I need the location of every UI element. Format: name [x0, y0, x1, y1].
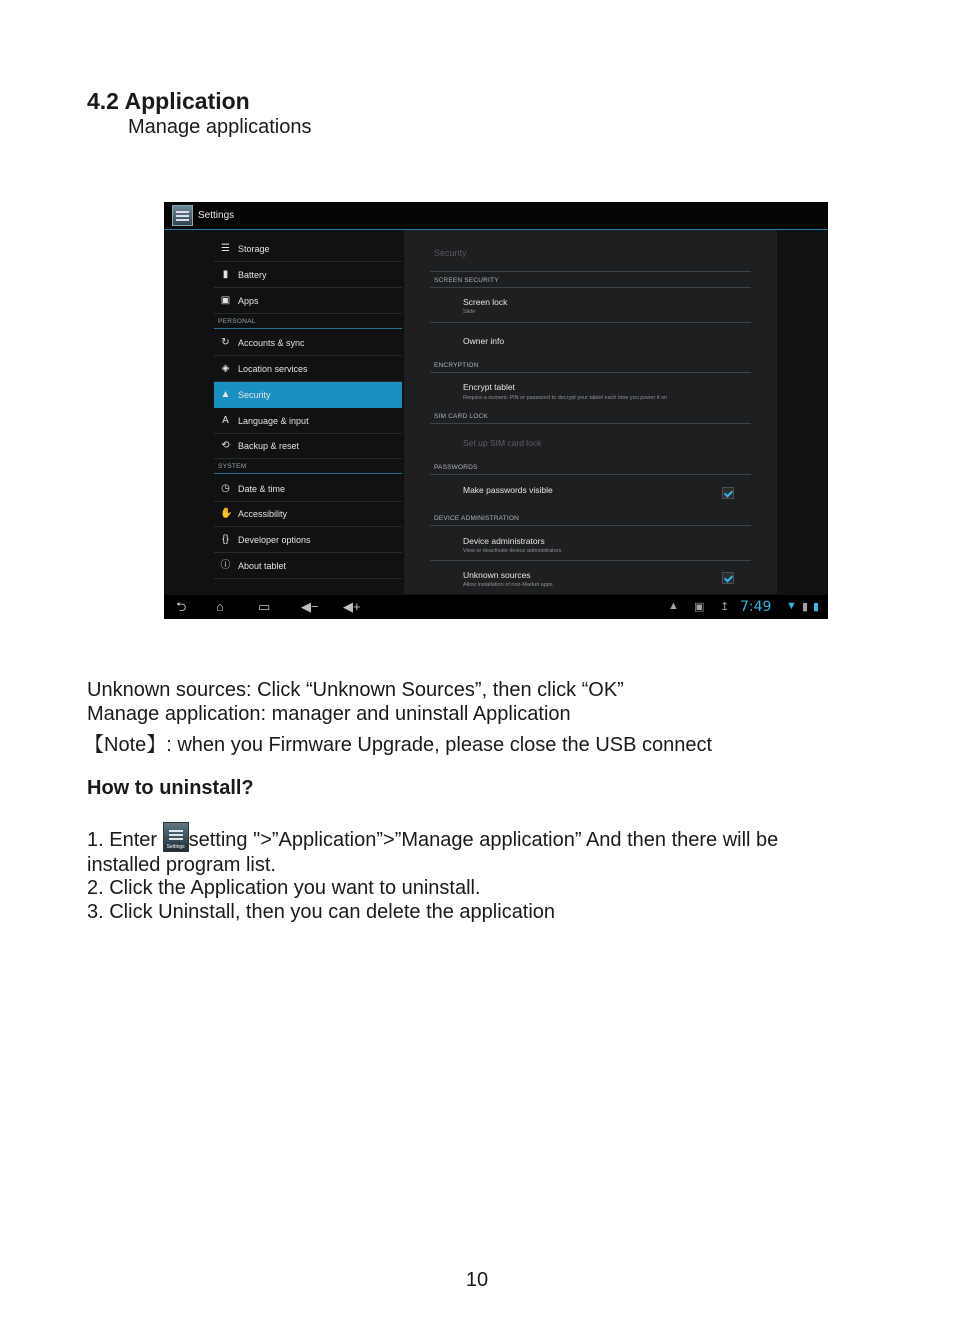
home-icon[interactable]: ⌂: [216, 599, 224, 614]
nav-section-system: SYSTEM: [218, 463, 247, 470]
battery-status-icon: ▮: [813, 601, 820, 613]
storage-icon: ☰: [221, 243, 230, 254]
pref-encrypt-tablet[interactable]: Encrypt tablet: [463, 382, 515, 392]
sync-icon: ↻: [221, 337, 230, 348]
nav-item-accessibility[interactable]: ✋ Accessibility: [214, 501, 402, 527]
header-sim-lock: SIM CARD LOCK: [434, 413, 488, 420]
passwords-visible-checkbox[interactable]: [722, 487, 734, 499]
nav-item-battery[interactable]: ▮ Battery: [214, 262, 402, 288]
lock-icon: ▲: [220, 389, 231, 400]
pref-screen-lock[interactable]: Screen lock: [463, 297, 508, 307]
uninstall-step-3: 3. Click Uninstall, then you can delete the application: [87, 901, 556, 923]
nav-item-backup[interactable]: ⟲ Backup & reset: [214, 433, 402, 459]
note-manage-application: Manage application: manager and uninstall Application: [87, 703, 571, 725]
recent-apps-icon[interactable]: ▭: [258, 599, 271, 614]
nav-section-personal: PERSONAL: [218, 318, 256, 325]
nav-item-about[interactable]: ⓘ About tablet: [214, 553, 402, 579]
apps-icon: ▣: [220, 295, 231, 306]
detail-pane-title: Security: [434, 248, 467, 258]
settings-detail-pane: [404, 230, 777, 594]
pref-passwords-visible[interactable]: Make passwords visible: [463, 485, 553, 495]
pref-encrypt-summary: Require a numeric PIN or password to decrypt your tablet each time you power it on: [463, 395, 668, 401]
status-clock: 7:49: [740, 599, 772, 615]
wifi-icon: ▼: [786, 600, 797, 612]
page-number: 10: [465, 1269, 489, 1291]
system-navbar: [164, 595, 828, 619]
note-unknown-sources: Unknown sources: Click “Unknown Sources”, then click “OK”: [87, 679, 624, 701]
usb-icon: ↥: [720, 601, 730, 613]
backup-icon: ⟲: [221, 440, 230, 451]
battery-icon: ▮: [222, 269, 229, 280]
notification-icon: ▲: [668, 600, 679, 612]
clock-icon: ◷: [221, 483, 230, 494]
screenshot-icon: ▣: [694, 601, 705, 613]
settings-app-icon-inline: Settings: [163, 822, 189, 852]
pref-unknown-sources-summary: Allow installation of non-Market apps: [463, 582, 553, 588]
nav-item-accounts-sync[interactable]: ↻ Accounts & sync: [214, 330, 402, 356]
section-heading: 4.2 Application: [87, 88, 250, 114]
signal-icon: ▮: [802, 601, 809, 613]
uninstall-step-1-cont: installed program list.: [87, 854, 276, 876]
keyboard-icon: A: [222, 415, 229, 426]
hand-icon: ✋: [220, 508, 233, 519]
note-firmware-upgrade: 【Note】: when you Firmware Upgrade, please close the USB connect: [84, 734, 713, 756]
pref-owner-info[interactable]: Owner info: [463, 336, 505, 346]
info-icon: ⓘ: [220, 560, 231, 571]
back-icon[interactable]: ⮌: [176, 599, 187, 614]
unknown-sources-checkbox[interactable]: [722, 572, 734, 584]
header-encryption: ENCRYPTION: [434, 362, 479, 369]
header-screen-security: SCREEN SECURITY: [434, 277, 499, 284]
uninstall-step-1: 1. Enter Settings setting ">”Application”>”Manage application” And then there will be: [87, 822, 778, 852]
action-bar: [164, 202, 828, 230]
action-bar-title: Settings: [198, 210, 235, 221]
nav-item-storage[interactable]: ☰ Storage: [214, 236, 402, 262]
nav-item-security[interactable]: ▲ Security: [214, 382, 402, 408]
nav-item-location[interactable]: ◈ Location services: [214, 356, 402, 382]
header-device-admin: DEVICE ADMINISTRATION: [434, 515, 519, 522]
volume-down-icon[interactable]: ◀−: [301, 599, 319, 614]
section-subheading: Manage applications: [128, 116, 312, 138]
braces-icon: {}: [222, 534, 229, 545]
pref-device-admins[interactable]: Device administrators: [463, 536, 545, 546]
volume-up-icon[interactable]: ◀+: [343, 599, 361, 614]
pref-sim-lock: Set up SIM card lock: [463, 438, 542, 448]
pref-unknown-sources[interactable]: Unknown sources: [463, 570, 531, 580]
settings-screenshot: [164, 202, 828, 619]
settings-app-icon: [172, 205, 193, 226]
nav-item-language[interactable]: A Language & input: [214, 408, 402, 434]
pref-screen-lock-summary: Slide: [463, 309, 476, 315]
nav-item-developer[interactable]: {} Developer options: [214, 527, 402, 553]
nav-item-date-time[interactable]: ◷ Date & time: [214, 476, 402, 502]
uninstall-step-2: 2. Click the Application you want to uninstall.: [87, 877, 481, 899]
header-passwords: PASSWORDS: [434, 464, 478, 471]
uninstall-title: How to uninstall?: [87, 777, 254, 799]
location-icon: ◈: [221, 363, 230, 374]
nav-item-apps[interactable]: ▣ Apps: [214, 288, 402, 314]
pref-device-admins-summary: View or deactivate device administrators: [463, 548, 562, 554]
